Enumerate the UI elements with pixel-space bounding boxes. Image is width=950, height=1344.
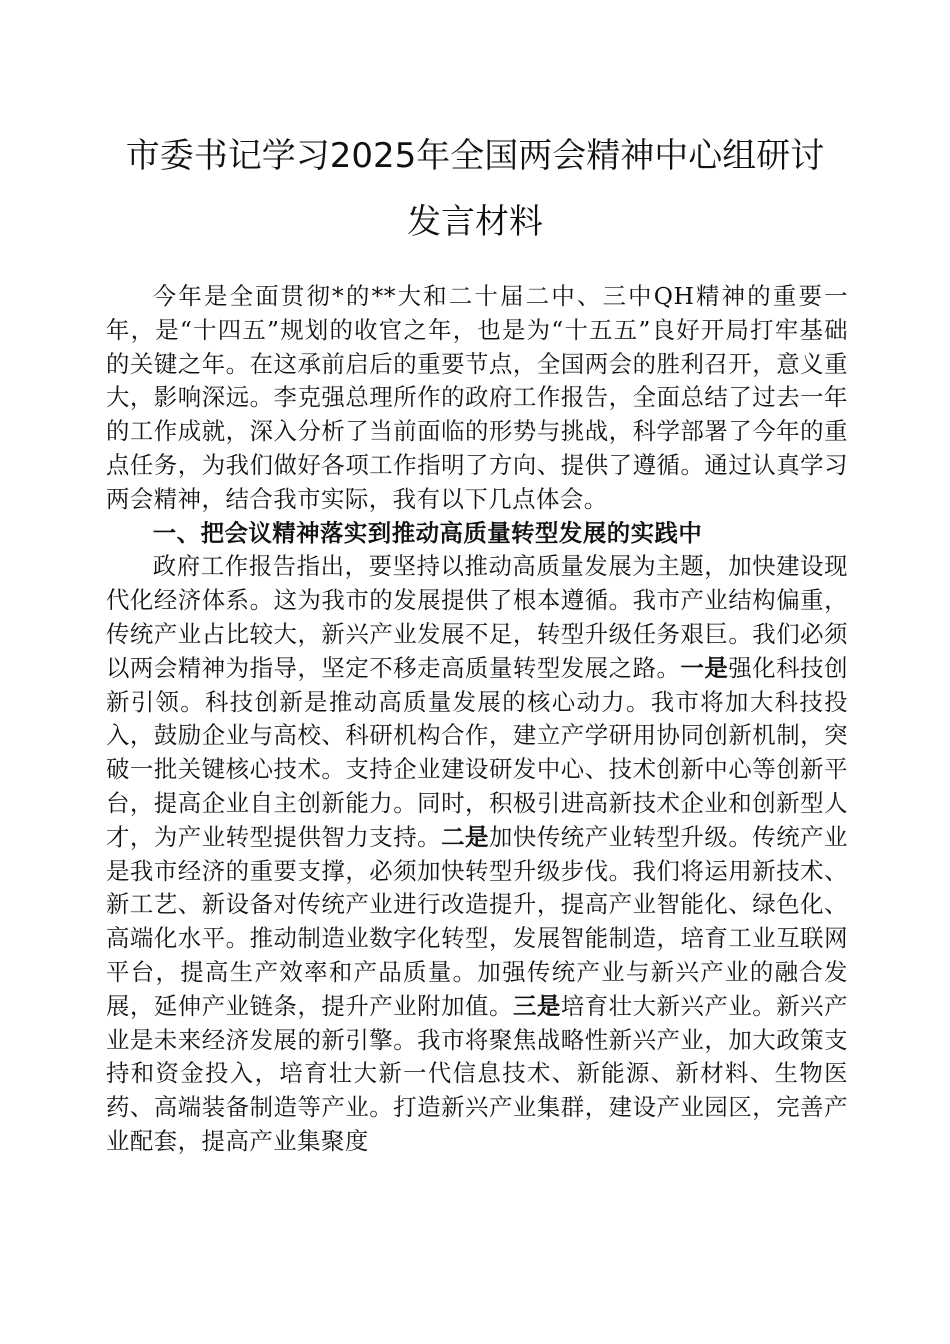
document-body (106, 280, 848, 1159)
point-3-text: 培育壮大新兴产业。新兴产业是未来经济发展的新引擎。我市将聚焦战略性新兴产业，加大政策支持和资金投入，培育壮大新一代信息技术、新能源、新材料、生物医药、高端装备制造等产业。打造新兴产业集群，建设产业园区，完善产业配套，提高产业集聚度 (106, 991, 849, 1155)
document-title-line-1: 市委书记学习2025年全国两会精神中心组研讨 (125, 136, 825, 176)
document-title-line-2: 发言材料 (407, 202, 543, 242)
point-2-text: 加快传统产业转型升级。传统产业是我市经济的重要支撑，必须加快转型升级步伐。我们将运用新技术、新工艺、新设备对传统产业进行改造提升，提高产业智能化、绿色化、高端化水平。推动制造业数字化转型，发展智能制造，培育工业互联网平台，提高生产效率和产品质量。加强传统产业与新兴产业的融合发展，延伸产业链条，提升产业附加值。 (106, 822, 849, 1020)
point-2-lead: 二是 (441, 822, 489, 851)
section-1-paragraph (106, 550, 848, 1158)
point-1-lead: 一是 (680, 653, 729, 682)
section-1-heading: 一、把会议精神落实到推动高质量转型发展的实践中 (152, 518, 703, 547)
point-3-lead: 三是 (512, 991, 561, 1020)
section-1-intro-text: 政府工作报告指出，要坚持以推动高质量发展为主题，加快建设现代化经济体系。这为我市的发展提供了根本遵循。我市产业结构偏重，传统产业占比较大，新兴产业发展不足，转型升级任务艰巨。我们必须以两会精神为指导，坚定不移走高质量转型发展之路。 (106, 552, 848, 682)
point-1-text: 强化科技创新引领。科技创新是推动高质量发展的核心动力。我市将加大科技投入，鼓励企业与高校、科研机构合作，建立产学研用协同创新机制，突破一批关键核心技术。支持企业建设研发中心、技术创新中心等创新平台，提高企业自主创新能力。同时，积极引进高新技术企业和创新型人才，为产业转型提供智力支持。 (106, 653, 849, 851)
intro-paragraph: 今年是全面贯彻*的**大和二十届二中、三中QH精神的重要一年，是“十四五”规划的收官之年，也是为“十五五”良好开局打牢基础的关键之年。在这承前启后的重要节点，全国两会的胜利召开，意义重大，影响深远。李克强总理所作的政府工作报告，全面总结了过去一年的工作成就，深入分析了当前面临的形势与挑战，科学部署了今年的重点任务，为我们做好各项工作指明了方向、提供了遵循。通过认真学习两会精神，结合我市实际，我有以下几点体会。 (106, 282, 848, 513)
